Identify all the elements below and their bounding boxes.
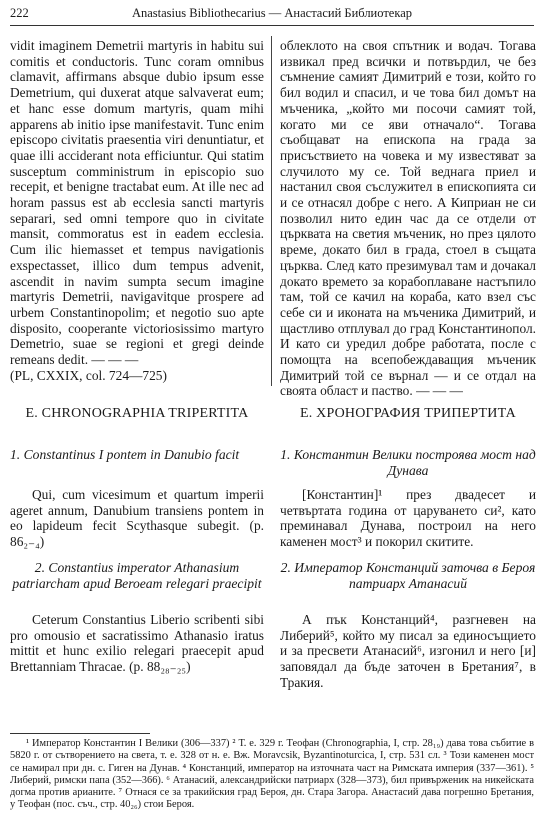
section-heading-latin: E. CHRONOGRAPHIA TRIPERTITA bbox=[25, 406, 249, 421]
header-rule bbox=[10, 25, 534, 26]
latin-source: (PL, CXXIX, col. 724—725) bbox=[10, 367, 167, 383]
running-title: Anastasius Bibliothecarius — Анастасий Библиотекар bbox=[131, 6, 413, 20]
bulgarian-paragraph: облеклото на своя спътник и водач. Тогава извикал пред всички и потвърдил, че без съмнение самият Димитрий е този, който го бил водил и спасил, и че това бил домът на мъченика, „който ми посочи самият той, когато ми се яви отначало“. Тогава съобщават на епископа на града за присъствието на човека и му известяват за случилото му се. Той веднага приел и настанил своя съслужител в епископията си и се отнасял добре с него. А Киприан не си позволил нито един час да се отдели от църквата на светия мъченик, но през цялото време, докато бил в града, стоел в същата църква. След като презимувал там и дочакал докато времето за корабоплаване настъпило там, той се качил на кораба, като взел със себе си и иконата на мъченика Димитрий, и щастливо отплувал до град Константинопол. И като си уредил добре работата, после с помощта на всепобеждаващия мъченик Димитрий той се върнал — и се отдал на своята област и паство. — — — bbox=[280, 38, 536, 399]
page-number: 222 bbox=[10, 6, 29, 20]
page-header bbox=[10, 6, 534, 24]
item1-title-bulgarian: 1. Константин Велики построява мост над Дунава bbox=[280, 447, 536, 478]
item1-title-latin: 1. Constantinus I pontem in Danubio facit bbox=[10, 447, 240, 462]
bulgarian-column-continuation bbox=[280, 38, 536, 399]
footnote-rule bbox=[10, 733, 150, 734]
item1-text-bulgarian: [Константин]¹ през двадесет и четвъртата година от царуването си², като преминавал Дунава, построил на него каменен мост³ и покорил скитите. bbox=[280, 487, 536, 550]
item2-title-bulgarian: 2. Император Констанций заточва в Бероя патриарх Атанасий bbox=[280, 560, 536, 591]
item2-title-latin: 2. Constantius imperator Athanasium patriarcham apud Beroeam relegari praecipit bbox=[12, 560, 262, 591]
item2-text-latin: Ceterum Constantius Liberio scribenti sibi pro omousio et sacratissimo Athanasio iratus mittit et hunc exilio relegari praecepit apud Brettanniam Thracae. (p. 88₂₈₋₂₅) bbox=[10, 612, 264, 675]
item2-text-bulgarian: А пък Констанций⁴, разгневен на Либерий⁵, който му писал за единосъщието и за пресвети Атанасий⁶, изгонил и него [и] заповядал да бъде заточен в Бретания⁷, в Тракия. bbox=[280, 612, 536, 690]
latin-column-continuation bbox=[10, 38, 264, 383]
latin-paragraph: vidit imaginem Demetrii martyris in habitu sui comitis et conductoris. Tunc coram omnibus clamavit, affirmans absque dubio ipsum esse Demetrium, qui duxerat atque salvaverat eum; et hanc esse domum martyris, quam mihi apparens ab initio ipse manifestavit. Tunc enim episcopo civitatis praesentia viri denuntiatur, et quae illi acciderant nota efficiuntur. Qui statim susceptum comministrum in episcopio suo recepit, et benigne tractabat eum. At ille nec ad horam passus est ab ecclesia sancti martyris separari, sed omni tempore quo in civitate mansit, commoratus est in eadem ecclesia. Cum ilic hiemasset et tempus navigationis exspectasset, illico dum tempus advenit, ascendit in navim sumpta secum imagine martyris Demetrii, navigavitque prospere ad urbem Constantinopolim; et negotio suo apte disposito, cooperante victoriosissimo martyro Demetrio, suae se regioni et gregi deinde remeans dedit. — — — bbox=[10, 38, 264, 368]
footnote-block: ¹ Император Константин I Велики (306—337) ² Т. е. 329 г. Теофан (Chronographia, I, стр. 28₁₉) дава това събитие в 5820 г. от сътворението на света, т. е. 328 от н. е. Вж. Moravcsik, Byzantinoturcica, I, стр. 531 сл. ³ Този каменен мост се намирал при дн. с. Гиген на Дунав. ⁴ Констанций, император на източната част на Римската империя (337—361). ⁵ Либерий, римски папа (352—366). ⁶ Атанасий, александрийски патриарх (328—373), бил привърженик на никейската догма против арианите. ⁷ Отнася се за тракийския град Бероя, дн. Стара Загора. Анастасий дава погрешно Бретания, у Теофан (пос. съч., стр. 40₂₆) стои Бероя. bbox=[10, 738, 534, 811]
column-divider bbox=[271, 36, 272, 386]
item1-text-latin: Qui, cum vicesimum et quartum imperii ageret annum, Danubium transiens pontem in eo lapideum fecit Scythasque subegit. (p. 86₂₋₄) bbox=[10, 487, 264, 550]
section-heading-bulgarian: Е. ХРОНОГРАФИЯ ТРИПЕРТИТА bbox=[300, 406, 516, 421]
footnotes bbox=[10, 738, 534, 812]
